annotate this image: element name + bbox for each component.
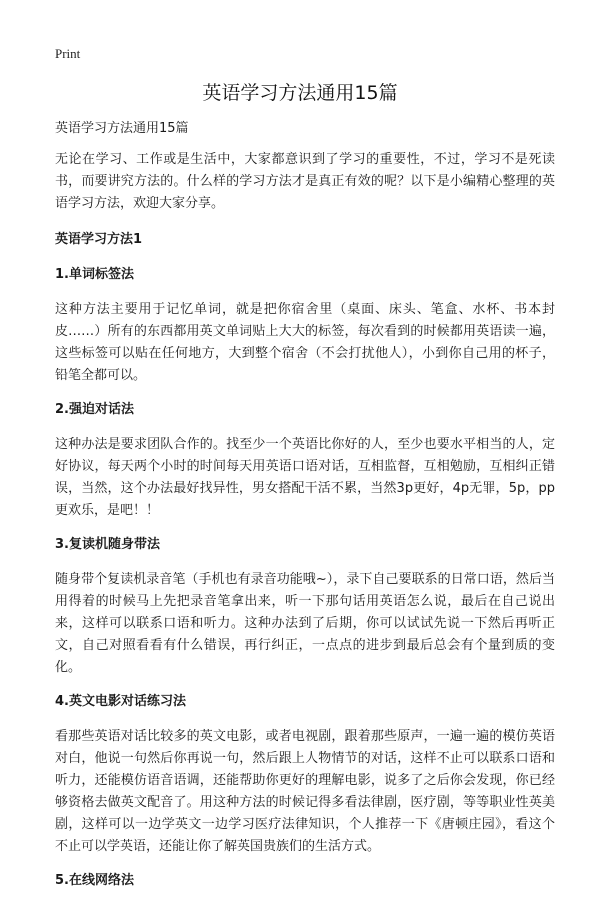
section-title: 英语学习方法1 <box>55 232 143 247</box>
document-subtitle: 英语学习方法通用15篇 <box>55 121 189 136</box>
method-heading-1: 1.单词标签法 <box>55 267 134 282</box>
method-heading-4: 4.英文电影对话练习法 <box>55 694 186 709</box>
document-body <box>55 118 555 905</box>
method-body-3: 随身带个复读机录音笔（手机也有录音功能哦~），录下自己要联系的日常口语，然后当用得着的时候马上先把录音笔拿出来，听一下那句话用英语怎么说，最后在自己说出来，这样可以联系口语和听力。这种办法到了后期，你可以试试先说一下然后再听正文，自己对照看看有什么错误，再行纠正，一点点的进步到最后总会有个量到质的变化。 <box>55 572 555 675</box>
method-body-2: 这种办法是要求团队合作的。找至少一个英语比你好的人，至少也要水平相当的人，定好协议，每天两个小时的时间每天用英语口语对话，互相监督，互相勉励，互相纠正错误，当然，这个办法最好找异性，男女搭配干活不累，当然3p更好，4p无罪，5p，pp更欢乐，是吧！！ <box>55 437 555 518</box>
intro-paragraph: 无论在学习、工作或是生活中，大家都意识到了学习的重要性，不过，学习不是死读书，而要讲究方法的。什么样的学习方法才是真正有效的呢？以下是小编精心整理的英语学习方法，欢迎大家分享。 <box>55 152 555 211</box>
method-heading-5: 5.在线网络法 <box>55 873 134 888</box>
print-link[interactable]: Print <box>55 46 81 61</box>
method-heading-2: 2.强迫对话法 <box>55 402 134 417</box>
method-body-1: 这种方法主要用于记忆单词，就是把你宿舍里（桌面、床头、笔盒、水杯、书本封皮……）所有的东西都用英文单词贴上大大的标签，每次看到的时候都用英语读一遍，这些标签可以贴在任何地方，大到整个宿舍（不会打扰他人），小到你自己用的杯子，铅笔全都可以。 <box>55 302 555 383</box>
method-heading-3: 3.复读机随身带法 <box>55 537 160 552</box>
method-body-4: 看那些英语对话比较多的英文电影，或者电视剧，跟着那些原声，一遍一遍的模仿英语对白，他说一句然后你再说一句，然后跟上人物情节的对话，这样不止可以联系口语和听力，还能模仿语音语调，还能帮助你更好的理解电影，说多了之后你会发现，你已经够资格去做英文配音了。用这种方法的时候记得多看法律剧，医疗剧，等等职业性英美剧，这样可以一边学英文一边学习医疗法律知识，个人推荐一下《唐顿庄园》，看这个不止可以学英语，还能让你了解英国贵族们的生活方式。 <box>55 729 555 854</box>
page-title: 英语学习方法通用15篇 <box>202 82 398 104</box>
